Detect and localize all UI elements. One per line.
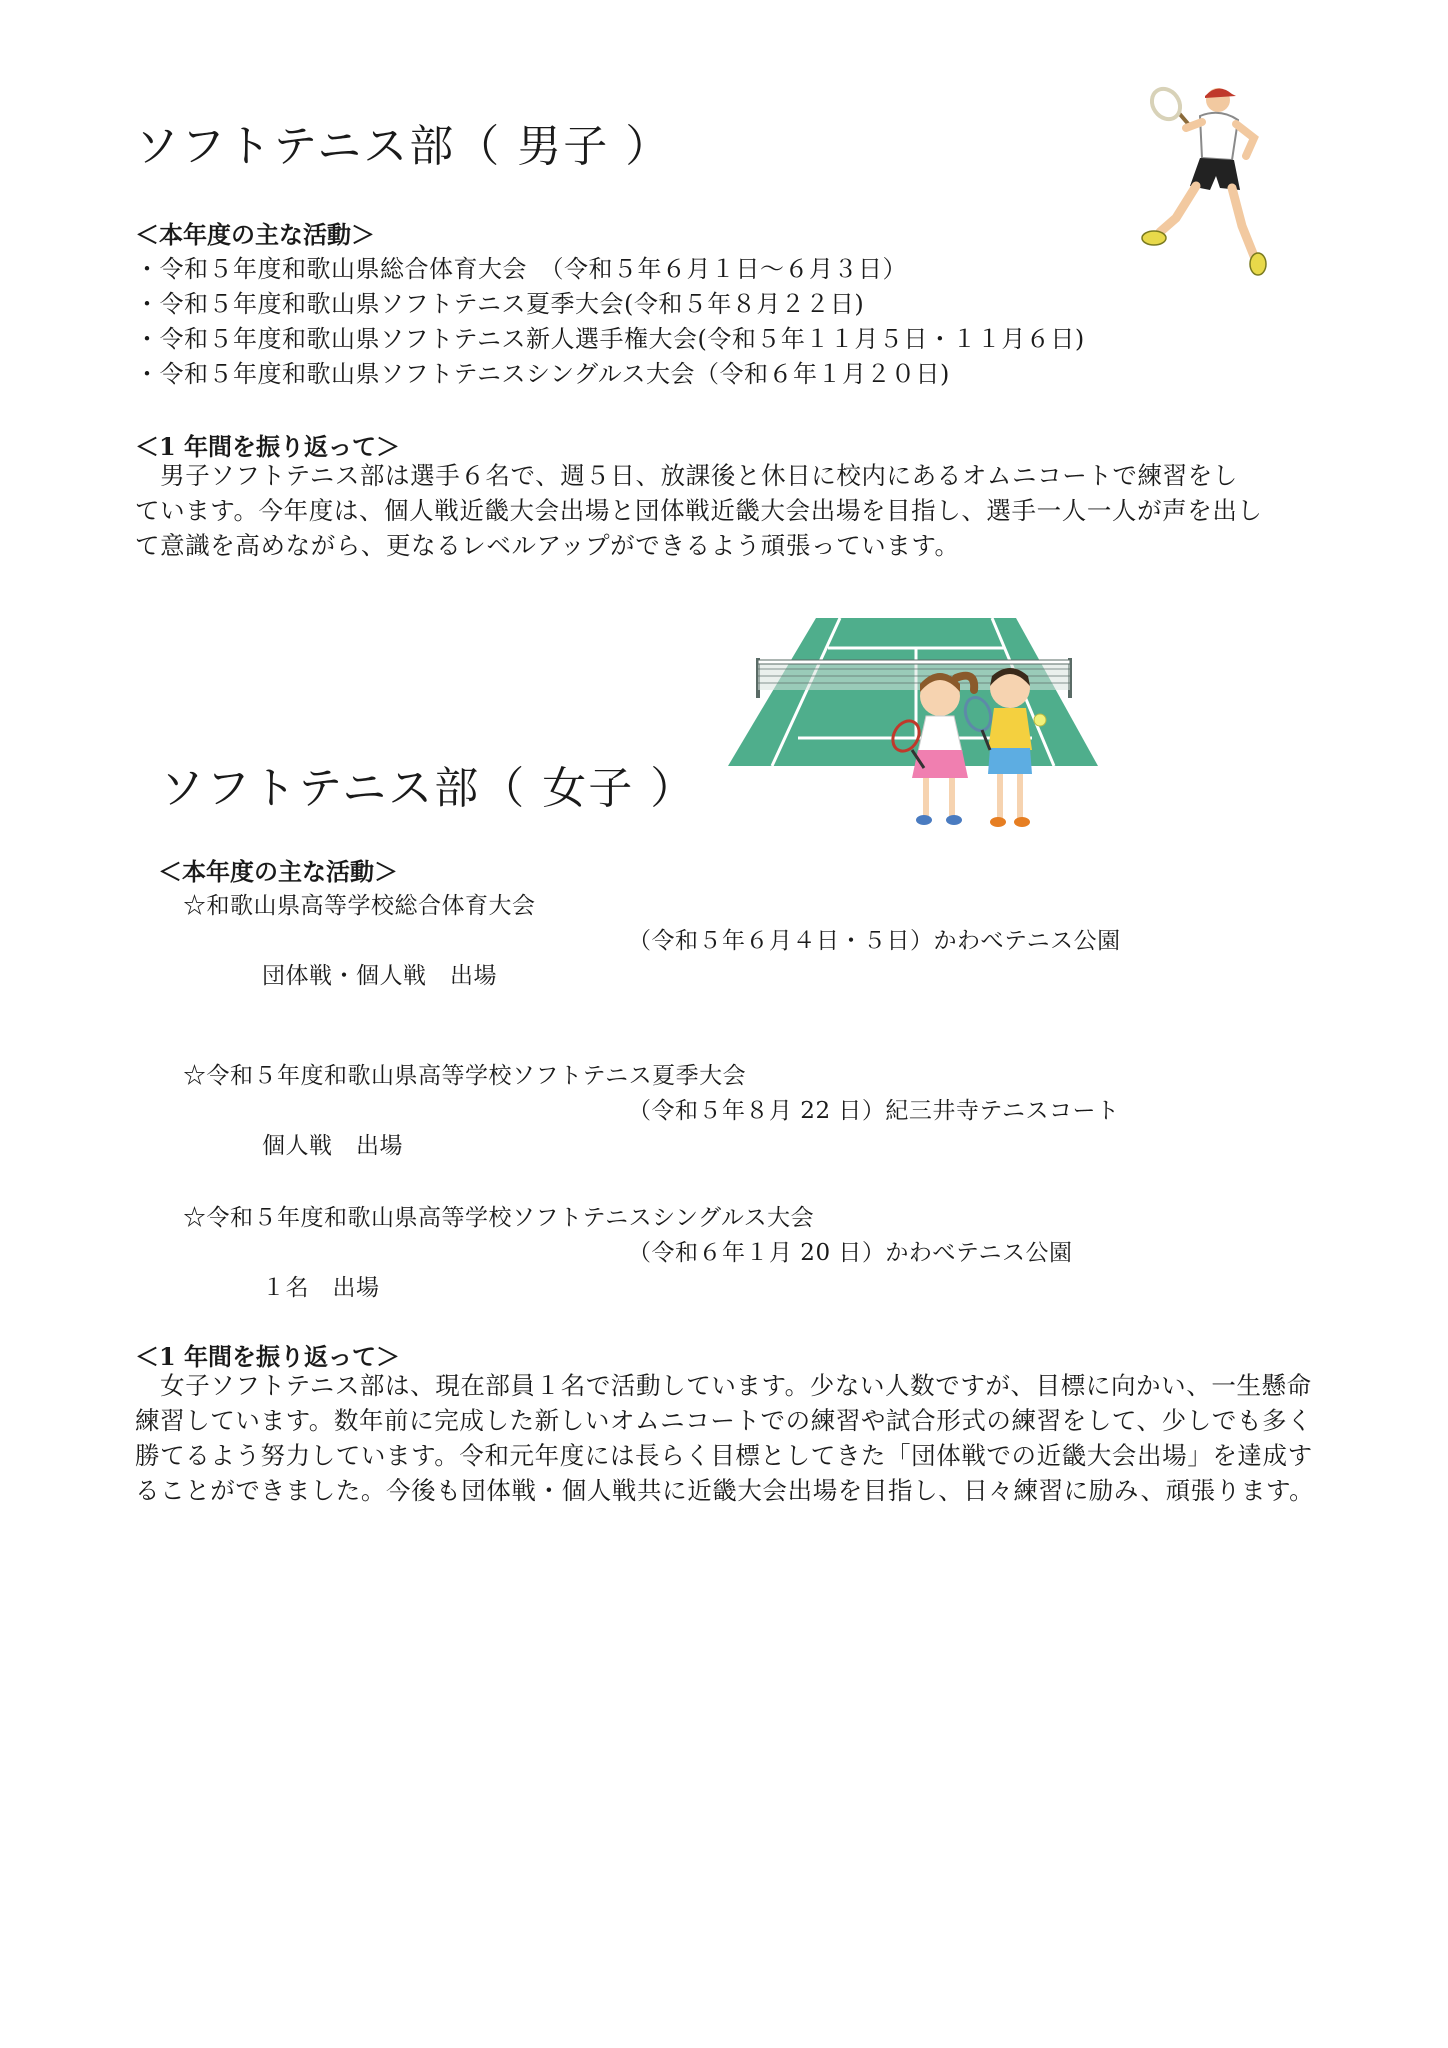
girls-event-detail: （令和６年１月 20 日）かわべテニス公園 bbox=[628, 1240, 1073, 1266]
boys-activity-item: ・令和５年度和歌山県ソフトテニス新人選手権大会(令和５年１１月５日・１１月６日) bbox=[135, 325, 1085, 353]
boys-review-line: 男子ソフトテニス部は選手６名で、週５日、放課後と休日に校内にあるオムニコートで練習をし bbox=[135, 461, 1238, 490]
tennis-player-illustration bbox=[1120, 82, 1280, 282]
girls-event-detail: （令和５年８月 22 日）紀三井寺テニスコート bbox=[628, 1098, 1120, 1124]
boys-activity-item: ・令和５年度和歌山県総合体育大会 （令和５年６月１日～６月３日） bbox=[135, 255, 907, 283]
girls-review-heading: ＜1 年間を振り返って＞ bbox=[135, 1342, 401, 1371]
boys-activities-heading: ＜本年度の主な活動＞ bbox=[135, 220, 375, 249]
girls-review-paragraph bbox=[135, 1368, 1314, 1508]
boys-review-heading: ＜1 年間を振り返って＞ bbox=[135, 432, 401, 461]
girls-event-name: ☆令和５年度和歌山県高等学校ソフトテニス夏季大会 bbox=[183, 1063, 747, 1089]
girls-review-line: 勝てるよう努力しています。令和元年度には長らく目標としてきた「団体戦での近畿大会出場」を達成す bbox=[135, 1441, 1313, 1470]
girls-event-name: ☆令和５年度和歌山県高等学校ソフトテニスシングルス大会 bbox=[183, 1205, 815, 1231]
girls-event-name: ☆和歌山県高等学校総合体育大会 bbox=[183, 893, 536, 919]
tennis-court-kids-illustration bbox=[728, 618, 1098, 840]
girls-review-line: 練習しています。数年前に完成した新しいオムニコートでの練習や試合形式の練習をして、少しでも多く bbox=[135, 1406, 1313, 1435]
girls-event-result: １名 出場 bbox=[262, 1275, 380, 1301]
boys-activity-item: ・令和５年度和歌山県ソフトテニスシングルス大会（令和６年１月２０日) bbox=[135, 360, 950, 388]
girls-event-detail: （令和５年６月４日・５日）かわべテニス公園 bbox=[628, 928, 1121, 954]
girls-activities-heading: ＜本年度の主な活動＞ bbox=[158, 857, 398, 886]
boys-activity-item: ・令和５年度和歌山県ソフトテニス夏季大会(令和５年８月２２日) bbox=[135, 290, 865, 318]
boys-title: ソフトテニス部（ 男子 ） bbox=[135, 121, 672, 172]
girls-review-line: ることができました。今後も団体戦・個人戦共に近畿大会出場を目指し、日々練習に励み、頑張ります。 bbox=[135, 1476, 1315, 1505]
girls-review-line: 女子ソフトテニス部は、現在部員１名で活動しています。少ない人数ですが、目標に向かい、一生懸命 bbox=[135, 1371, 1312, 1400]
boys-review-paragraph bbox=[135, 458, 1263, 563]
boys-review-line: て意識を高めながら、更なるレベルアップができるよう頑張っています。 bbox=[135, 531, 960, 560]
girls-event-result: 団体戦・個人戦 出場 bbox=[262, 963, 497, 989]
girls-event-result: 個人戦 出場 bbox=[262, 1133, 403, 1159]
girls-title: ソフトテニス部（ 女子 ） bbox=[160, 763, 697, 814]
boys-review-line: ています。今年度は、個人戦近畿大会出場と団体戦近畿大会出場を目指し、選手一人一人が声を出し bbox=[135, 496, 1263, 525]
